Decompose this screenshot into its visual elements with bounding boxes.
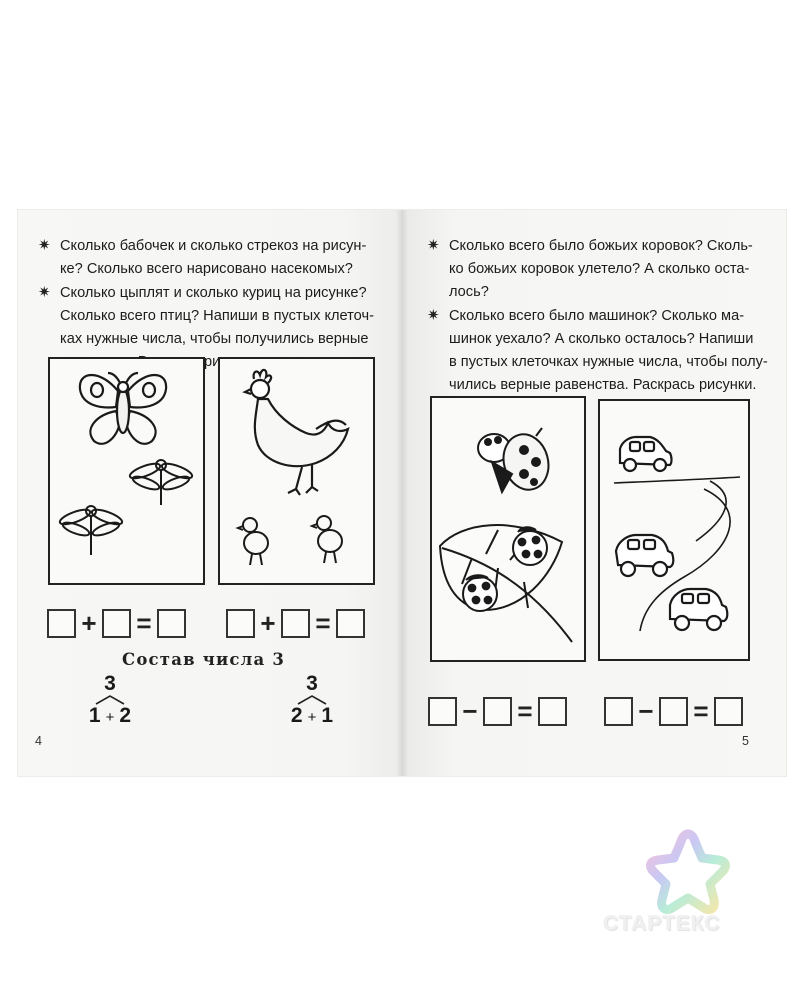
car-icon xyxy=(616,535,673,576)
left-task-text xyxy=(38,234,374,374)
composition-plus: + xyxy=(105,709,115,726)
answer-box[interactable] xyxy=(714,697,743,726)
right-task-text xyxy=(427,234,768,397)
answer-box[interactable] xyxy=(157,609,186,638)
hen-chicks-illustration xyxy=(220,359,373,583)
composition-parts xyxy=(70,704,150,728)
composition-plus: + xyxy=(307,709,317,726)
car-icon xyxy=(670,589,727,630)
chick-icon xyxy=(238,518,268,565)
brand-watermark: СТАРТЕКС xyxy=(603,912,721,935)
answer-box[interactable] xyxy=(659,697,688,726)
answer-box[interactable] xyxy=(47,609,76,638)
chick-icon xyxy=(312,516,342,563)
task-bullet-icon: ✷ xyxy=(38,237,51,254)
plus-sign: + xyxy=(260,608,276,638)
butterfly-icon xyxy=(80,373,166,444)
flying-ladybug-icon xyxy=(478,428,554,495)
answer-box[interactable] xyxy=(483,697,512,726)
task-bullet-icon: ✷ xyxy=(38,284,51,301)
composition-whole: 3 xyxy=(104,672,116,695)
task-line: Сколько цыплят и сколько куриц на рисунке? xyxy=(60,285,367,301)
section-heading: Состав числа 3 xyxy=(122,650,286,669)
picture-butterfly-dragonflies xyxy=(48,357,205,585)
equals-sign: = xyxy=(136,608,152,638)
task-line: в пустых клеточках нужные числа, чтобы полу- xyxy=(449,354,768,370)
equation-right-1 xyxy=(428,695,567,727)
answer-box[interactable] xyxy=(428,697,457,726)
composition-whole: 3 xyxy=(306,672,318,695)
answer-box[interactable] xyxy=(281,609,310,638)
answer-box[interactable] xyxy=(336,609,365,638)
task-bullet-icon: ✷ xyxy=(427,307,440,324)
equation-right-2 xyxy=(604,695,743,727)
task-line: Сколько всего было божьих коровок? Сколь- xyxy=(449,238,753,254)
picture-cars-road xyxy=(598,399,750,661)
leaf-icon xyxy=(440,525,572,642)
answer-box[interactable] xyxy=(102,609,131,638)
answer-box[interactable] xyxy=(226,609,255,638)
composition-part: 2 xyxy=(119,704,132,727)
book-spine xyxy=(396,210,408,776)
composition-part: 1 xyxy=(321,704,334,727)
equals-sign: = xyxy=(693,696,709,726)
ladybugs-leaf-illustration xyxy=(432,398,584,660)
answer-box[interactable] xyxy=(538,697,567,726)
task-line: лось? xyxy=(449,284,489,300)
page-number-left: 4 xyxy=(35,734,42,748)
cars-road-illustration xyxy=(600,401,748,659)
task-line: ках нужные числа, чтобы получились верные xyxy=(60,331,369,347)
car-icon xyxy=(620,437,672,471)
equation-left-2 xyxy=(226,607,365,639)
task-line: Сколько бабочек и сколько стрекоз на рисун- xyxy=(60,238,367,254)
picture-ladybugs-leaf xyxy=(430,396,586,662)
hen-icon xyxy=(245,370,348,495)
number-composition-2 xyxy=(272,672,352,734)
task-line: чились верные равенства. Раскрась рисунки. xyxy=(449,377,757,393)
page-number-right: 5 xyxy=(742,734,749,748)
rainbow-star-icon xyxy=(640,828,736,925)
butterfly-dragonflies-illustration xyxy=(50,359,203,583)
number-composition-1 xyxy=(70,672,150,734)
equation-left-1 xyxy=(47,607,186,639)
task-line: Сколько всего было машинок? Сколько ма- xyxy=(449,308,745,324)
task-line: ке? Сколько всего нарисовано насекомых? xyxy=(60,261,353,277)
answer-box[interactable] xyxy=(604,697,633,726)
task-line: Сколько всего птиц? Напиши в пустых клеточ- xyxy=(60,308,374,324)
equals-sign: = xyxy=(517,696,533,726)
composition-part: 2 xyxy=(290,704,303,727)
dragonfly-icon xyxy=(128,460,193,505)
composition-parts xyxy=(272,704,352,728)
equals-sign: = xyxy=(315,608,331,638)
ladybug-icon xyxy=(463,575,497,611)
composition-part: 1 xyxy=(88,704,101,727)
task-line: ко божьих коровок улетело? А сколько оста- xyxy=(449,261,750,277)
plus-sign: + xyxy=(81,608,97,638)
picture-hen-chicks xyxy=(218,357,375,585)
dragonfly-icon xyxy=(58,506,123,555)
minus-sign: − xyxy=(638,696,654,726)
task-bullet-icon: ✷ xyxy=(427,237,440,254)
minus-sign: − xyxy=(462,696,478,726)
task-line: шинок уехало? А сколько осталось? Напиши xyxy=(449,331,754,347)
